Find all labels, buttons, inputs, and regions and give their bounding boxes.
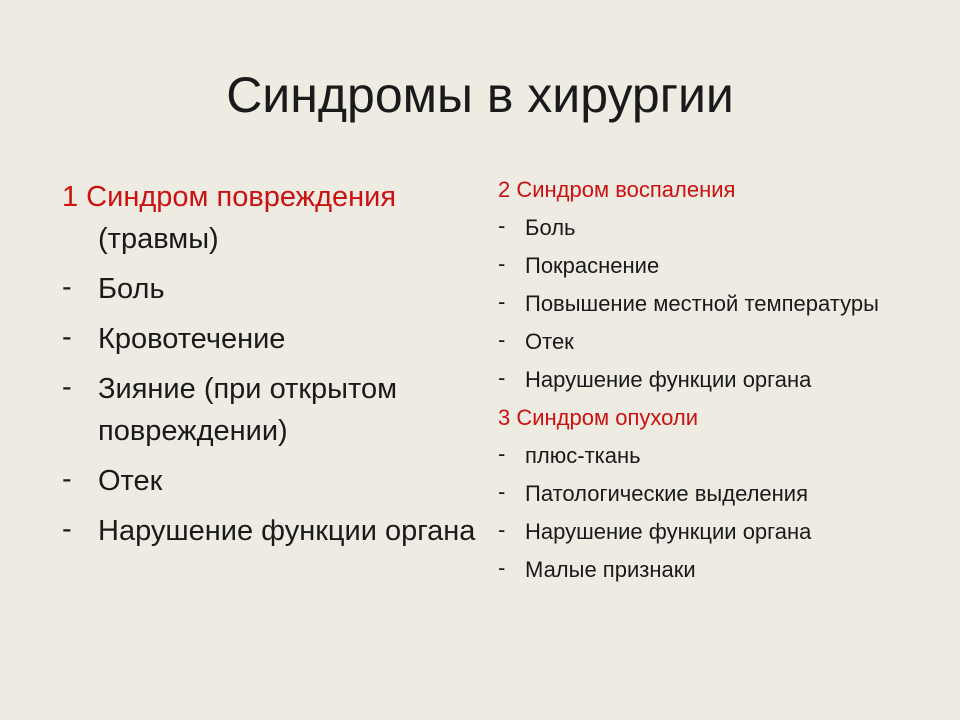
list-item-text: Отек xyxy=(98,465,163,497)
tumor-syndrome-list xyxy=(498,440,918,586)
injury-syndrome-heading-line2: (травмы) xyxy=(98,223,219,255)
list-item-text: плюс-ткань xyxy=(525,443,641,468)
list-item xyxy=(62,318,482,360)
bullet-dash: - xyxy=(62,463,72,495)
list-item-text: Боль xyxy=(98,273,165,305)
list-item xyxy=(62,510,482,552)
list-item-text: Нарушение функции органа xyxy=(525,519,812,544)
list-item xyxy=(62,268,482,310)
list-item xyxy=(498,212,918,244)
list-item-text: Отек xyxy=(525,329,574,354)
bullet-dash: - xyxy=(498,479,506,504)
bullet-dash: - xyxy=(498,327,506,352)
list-item xyxy=(498,516,918,548)
list-item xyxy=(498,554,918,586)
list-item-text: Повышение местной температуры xyxy=(525,291,879,316)
bullet-dash: - xyxy=(62,271,72,303)
bullet-dash: - xyxy=(498,517,506,542)
list-item-text: Покраснение xyxy=(525,253,660,278)
list-item xyxy=(62,368,482,452)
list-item-text: Патологические выделения xyxy=(525,481,809,506)
right-column xyxy=(498,174,918,586)
list-item xyxy=(498,288,918,320)
bullet-dash: - xyxy=(498,365,506,390)
injury-syndrome-heading-line1: 1 Синдром повреждения xyxy=(62,181,397,213)
list-item-text: Малые признаки xyxy=(525,557,696,582)
tumor-syndrome-heading: 3 Синдром опухоли xyxy=(498,405,698,430)
left-column xyxy=(62,176,482,552)
list-item xyxy=(498,440,918,472)
list-item-text: Боль xyxy=(525,215,576,240)
bullet-dash: - xyxy=(62,513,72,545)
injury-syndrome-list xyxy=(62,268,482,552)
bullet-dash: - xyxy=(62,371,72,403)
inflammation-syndrome-heading: 2 Синдром воспаления xyxy=(498,177,736,202)
list-item-text: Зияние (при открытом повреждении) xyxy=(98,373,398,447)
injury-syndrome-heading xyxy=(62,176,482,260)
inflammation-syndrome-list xyxy=(498,212,918,396)
list-item-text: Кровотечение xyxy=(98,323,286,355)
slide-title: Синдромы в хирургии xyxy=(226,67,734,123)
bullet-dash: - xyxy=(498,289,506,314)
list-item xyxy=(498,250,918,282)
list-item xyxy=(62,460,482,502)
bullet-dash: - xyxy=(498,555,506,580)
bullet-dash: - xyxy=(498,251,506,276)
list-item-text: Нарушение функции органа xyxy=(525,367,812,392)
list-item-text: Нарушение функции органа xyxy=(98,515,476,547)
list-item xyxy=(498,478,918,510)
bullet-dash: - xyxy=(62,321,72,353)
bullet-dash: - xyxy=(498,213,506,238)
list-item xyxy=(498,326,918,358)
bullet-dash: - xyxy=(498,441,506,466)
list-item xyxy=(498,364,918,396)
